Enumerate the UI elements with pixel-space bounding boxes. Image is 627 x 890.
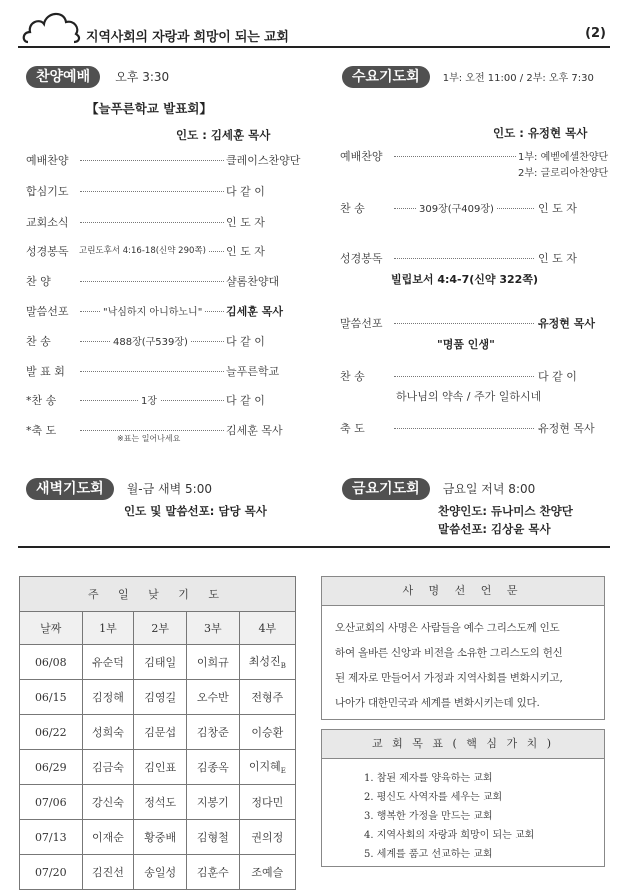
column-header: 2부: [134, 612, 187, 645]
praise-team-2: 2부: 글로리아찬양단: [518, 168, 609, 179]
wednesday-service-time: 1부: 오전 11:00 / 2부: 오후 7:30: [442, 73, 594, 84]
row-label: 예배찬양: [340, 150, 383, 163]
row-value: 유정현 목사: [538, 317, 595, 330]
column-header: 3부: [186, 612, 239, 645]
row-label: 찬 송: [26, 335, 51, 348]
table-cell: [239, 680, 295, 715]
row-label: 찬 송: [340, 202, 365, 215]
cell-text: 김훈수: [196, 866, 229, 879]
cell-text: 김창준: [196, 726, 229, 739]
cell-text: 07/20: [34, 865, 67, 879]
sunday-program-row: [26, 181, 286, 201]
row-label: 말씀선포: [340, 317, 383, 330]
name-subscript: B: [280, 662, 286, 671]
row-value: 클레이스찬양단: [226, 154, 301, 167]
friday-section-header: [342, 478, 535, 498]
hymn-number: 309장(구409장): [416, 200, 497, 215]
table-cell: [186, 715, 239, 750]
table-cell: [239, 855, 295, 890]
row-value: 인 도 자: [538, 202, 577, 215]
church-goals-box: [321, 729, 605, 867]
wednesday-row-scripture: [340, 248, 598, 268]
table-cell: [186, 855, 239, 890]
scripture-reference: 빌립보서 4:4-7(신약 322쪽): [391, 273, 538, 286]
cell-text: 이승환: [251, 726, 284, 739]
praise-team-1: 1부: 예벧에셀찬양단: [518, 152, 609, 163]
row-label: 축 도: [340, 422, 365, 435]
row-detail: 488장(구539장): [110, 333, 191, 348]
table-row: [20, 645, 296, 680]
cell-text: 정다민: [251, 796, 284, 809]
church-goals-title: 교 회 목 표 ( 핵 심 가 치 ): [322, 730, 604, 759]
dotted-leader: [394, 156, 516, 157]
table-cell: [134, 820, 187, 855]
goal-item: 4. 지역사회의 자랑과 희망이 되는 교회: [364, 830, 535, 841]
dawn-service-label: 새벽기도회: [26, 478, 114, 500]
dotted-leader: [80, 281, 224, 282]
sunday-section-header: [26, 66, 169, 86]
row-value: 김세훈 목사: [226, 424, 283, 437]
wednesday-leader: 인도 : 유정현 목사: [493, 126, 588, 140]
goal-item: 5. 세계를 품고 선교하는 교회: [364, 849, 493, 860]
row-value: 다 같 이: [538, 370, 577, 383]
row-label: 찬 양: [26, 275, 51, 288]
cell-text: 유순덕: [92, 656, 124, 669]
table-cell: [134, 750, 187, 785]
column-header: 4부: [239, 612, 295, 645]
sunday-service-time: 오후 3:30: [115, 70, 170, 84]
prayer-schedule-table: [19, 576, 296, 890]
dawn-service-time: 월-금 새벽 5:00: [126, 482, 212, 496]
row-label: 예배찬양: [26, 154, 69, 167]
table-cell: [20, 820, 83, 855]
table-row: [20, 715, 296, 750]
table-cell: [20, 715, 83, 750]
cell-text: 이희규: [196, 656, 229, 669]
cell-text: 06/22: [34, 725, 67, 739]
wednesday-row-sermon: [340, 313, 598, 333]
cell-text: 이재순: [92, 831, 124, 844]
row-value: 샬롬찬양대: [226, 275, 280, 288]
mission-line: 오산교회의 사명은 사람들을 예수 그리스도께 인도: [335, 622, 560, 634]
row-value: 인 도 자: [226, 216, 265, 229]
row-label: 말씀선포: [26, 305, 69, 318]
sermon-title: "명품 인생": [437, 338, 495, 351]
sunday-program-row: [26, 301, 286, 321]
page-number: (2): [585, 26, 606, 41]
table-cell: [239, 820, 295, 855]
row-value: 인 도 자: [226, 245, 265, 258]
cell-text: 김문섭: [144, 726, 177, 739]
row-detail: 1장: [138, 392, 160, 407]
sunday-program-row: [26, 361, 286, 381]
name-subscript: E: [280, 767, 286, 776]
cell-text: 조예슬: [251, 866, 284, 879]
cell-text: 06/29: [34, 760, 67, 774]
table-cell: [186, 750, 239, 785]
table-cell: [134, 855, 187, 890]
dotted-leader: [394, 428, 534, 429]
cell-text: 성희숙: [92, 726, 124, 739]
wednesday-row-benediction: [340, 418, 598, 438]
wednesday-section-header: [342, 66, 594, 86]
cell-text: 이지혜: [248, 760, 281, 774]
cell-text: 송일성: [144, 866, 177, 879]
page-header: [18, 8, 610, 48]
mission-statement-text: [322, 606, 604, 716]
table-cell: [186, 820, 239, 855]
table-row: [20, 750, 296, 785]
table-cell: [82, 680, 134, 715]
dotted-leader: [394, 323, 534, 324]
table-cell: [82, 855, 134, 890]
table-cell: [239, 645, 295, 680]
dotted-leader: [394, 376, 534, 377]
table-cell: [82, 715, 134, 750]
cell-text: 황중배: [144, 831, 177, 844]
table-cell: [239, 750, 295, 785]
row-label: *축 도: [26, 424, 57, 437]
church-goals-list: [322, 759, 604, 864]
cell-text: 07/13: [34, 830, 67, 844]
cell-text: 김인표: [144, 761, 177, 774]
row-value: 다 같 이: [226, 185, 265, 198]
dotted-leader: [80, 191, 224, 192]
sunday-program-row: [26, 241, 286, 261]
cell-text: 김금숙: [92, 761, 124, 774]
friday-service-label: 금요기도회: [342, 478, 430, 500]
section-divider: [18, 546, 610, 548]
sunday-event-title: 【늘푸른학교 발표회】: [86, 101, 212, 116]
table-cell: [186, 645, 239, 680]
row-label: 찬 송: [340, 370, 365, 383]
table-cell: [20, 785, 83, 820]
table-cell: [239, 715, 295, 750]
cell-text: 06/08: [34, 655, 67, 669]
cell-text: 07/06: [34, 795, 67, 809]
cell-text: 김영길: [144, 691, 177, 704]
sunday-program-row: [26, 390, 286, 410]
table-cell: [20, 750, 83, 785]
dawn-section-header: [26, 478, 212, 498]
table-cell: [134, 715, 187, 750]
goal-item: 1. 참된 제자를 양육하는 교회: [364, 773, 493, 784]
row-value: 김세훈 목사: [226, 305, 283, 318]
table-cell: [20, 645, 83, 680]
row-value: 유정현 목사: [538, 422, 595, 435]
table-cell: [20, 855, 83, 890]
cell-text: 김태일: [144, 656, 177, 669]
sunday-program-row: [26, 212, 286, 232]
sunday-program-row: [26, 271, 286, 291]
table-cell: [134, 680, 187, 715]
header-divider: [18, 46, 610, 48]
prayer-table-title-row: [20, 577, 296, 612]
wednesday-row-hymn: [340, 198, 598, 218]
wednesday-row-praise: [340, 146, 609, 179]
sunday-leader: 인도 : 김세훈 목사: [176, 128, 271, 142]
table-cell: [82, 820, 134, 855]
row-label: 합심기도: [26, 185, 69, 198]
prayer-table-title: 주 일 낮 기 도: [20, 577, 296, 612]
cloud-icon: [22, 8, 82, 44]
dotted-leader: [80, 371, 224, 372]
dotted-leader: [394, 258, 534, 259]
cell-text: 김진선: [92, 866, 124, 879]
sunday-program-row: [26, 331, 286, 351]
row-label: 성경봉독: [26, 245, 69, 258]
table-row: [20, 785, 296, 820]
friday-detail-2: 말씀선포: 김상윤 목사: [438, 522, 551, 536]
row-label: 발 표 회: [26, 365, 65, 378]
table-row: [20, 680, 296, 715]
row-detail: "낙심하지 아니하노니": [100, 303, 205, 318]
hymn-titles: 하나님의 약속 / 주가 일하시네: [396, 390, 542, 403]
cell-text: 김정해: [92, 691, 124, 704]
cell-text: 오수반: [196, 691, 229, 704]
row-label: 성경봉독: [340, 252, 383, 265]
prayer-table-header-row: [20, 612, 296, 645]
cell-text: 강신숙: [92, 796, 124, 809]
table-cell: [186, 785, 239, 820]
sunday-service-label: 찬양예배: [26, 66, 100, 88]
goal-item: 3. 행복한 가정을 만드는 교회: [364, 811, 493, 822]
dotted-leader: [80, 222, 224, 223]
mission-line: 하여 올바른 신앙과 비전을 소유한 그리스도의 헌신: [335, 647, 563, 659]
table-cell: [82, 750, 134, 785]
mission-statement-title: 사 명 선 언 문: [322, 577, 604, 606]
cell-text: 최성진: [248, 655, 281, 669]
row-value: 인 도 자: [538, 252, 577, 265]
row-value: 늘푸른학교: [226, 365, 280, 378]
mission-statement-box: [321, 576, 605, 720]
dawn-detail: 인도 및 말씀선포: 담당 목사: [124, 504, 267, 518]
table-cell: [82, 785, 134, 820]
cell-text: 김종옥: [196, 761, 229, 774]
table-cell: [186, 680, 239, 715]
cell-text: 정석도: [144, 796, 177, 809]
row-value: 다 같 이: [226, 335, 265, 348]
dotted-leader: [80, 160, 224, 161]
friday-service-time: 금요일 저녁 8:00: [442, 482, 536, 496]
wednesday-service-label: 수요기도회: [342, 66, 430, 88]
cell-text: 전형주: [251, 691, 284, 704]
cell-text: 김형철: [196, 831, 229, 844]
table-cell: [134, 785, 187, 820]
table-row: [20, 820, 296, 855]
standing-note: ※표는 일어나세요: [117, 434, 181, 443]
page-title: 지역사회의 자랑과 희망이 되는 교회: [86, 30, 289, 45]
table-cell: [20, 680, 83, 715]
sunday-program: [26, 150, 301, 450]
table-row: [20, 855, 296, 890]
row-detail: 고린도후서 4:16-18(신약 290쪽): [76, 244, 209, 256]
table-cell: [239, 785, 295, 820]
row-label: *찬 송: [26, 394, 57, 407]
friday-detail-1: 찬양인도: 듀나미스 찬양단: [438, 504, 573, 518]
sunday-program-row: [26, 150, 301, 170]
goal-item: 2. 평신도 사역자를 세우는 교회: [364, 792, 503, 803]
wednesday-row-hymn2: [340, 366, 598, 386]
cell-text: 06/15: [34, 690, 67, 704]
mission-line: 나아가 대한민국과 세계를 변화시키는데 있다.: [335, 697, 540, 709]
cell-text: 지봉기: [196, 796, 229, 809]
dotted-leader: [80, 430, 224, 431]
table-cell: [134, 645, 187, 680]
row-value: 다 같 이: [226, 394, 265, 407]
cell-text: 권의정: [251, 831, 284, 844]
row-label: 교회소식: [26, 216, 69, 229]
column-header: 1부: [82, 612, 134, 645]
mission-line: 된 제자로 만들어서 가정과 지역사회를 변화시키고,: [335, 672, 563, 684]
column-header: 날짜: [20, 612, 83, 645]
table-cell: [82, 645, 134, 680]
